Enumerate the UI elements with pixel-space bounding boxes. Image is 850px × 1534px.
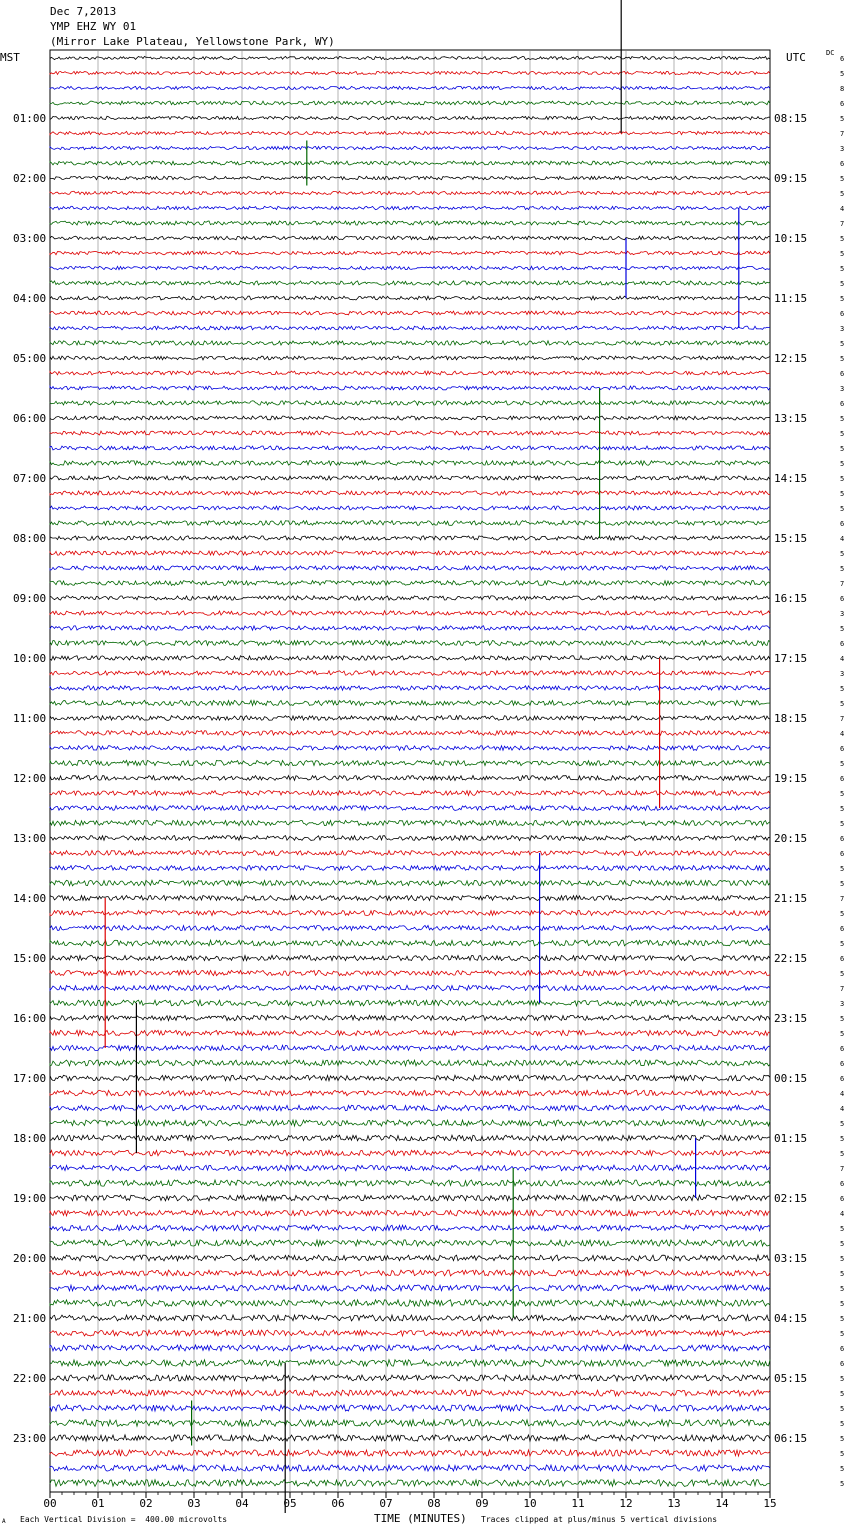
x-tick-label: 01 [91, 1497, 105, 1510]
trace-line [50, 1390, 770, 1396]
trace-line [50, 236, 770, 240]
x-tick-label: 14 [715, 1497, 729, 1510]
utc-hour-label: 18:15 [774, 712, 808, 725]
scale-note: Each Vertical Division = 400.00 microvolts [20, 1515, 228, 1524]
dc-offset-label: 7 [840, 715, 845, 723]
trace-line [50, 131, 770, 134]
trace-line [50, 746, 770, 751]
mst-hour-label: 18:00 [13, 1132, 47, 1145]
trace-line [50, 101, 770, 105]
x-axis-title: TIME (MINUTES) [374, 1512, 467, 1525]
trace-line [50, 1270, 770, 1276]
trace-line [50, 1210, 770, 1216]
x-tick-label: 04 [235, 1497, 249, 1510]
dc-offset-label: 4 [840, 535, 845, 543]
trace-line [50, 491, 770, 495]
x-tick-label: 02 [139, 1497, 153, 1510]
trace-line [50, 776, 770, 781]
dc-offset-label: 5 [840, 1225, 845, 1233]
utc-hour-label: 00:15 [774, 1072, 808, 1085]
utc-hour-label: 14:15 [774, 472, 808, 485]
utc-hour-label: 13:15 [774, 412, 808, 425]
dc-offset-label: 3 [840, 385, 845, 393]
utc-hour-label: 01:15 [774, 1132, 808, 1145]
dc-offset-label: 6 [840, 1195, 845, 1203]
mst-hour-label: 23:00 [13, 1432, 47, 1445]
trace-line [50, 851, 770, 856]
dc-offset-label: 5 [840, 1150, 845, 1158]
dc-offset-label: 5 [840, 1300, 845, 1308]
mst-hour-label: 08:00 [13, 532, 47, 545]
trace-line [50, 1090, 770, 1095]
trace-line [50, 760, 770, 765]
utc-hour-label: 19:15 [774, 772, 808, 785]
mst-hour-label: 19:00 [13, 1192, 47, 1205]
right-timezone-label: UTC [786, 51, 806, 64]
trace-line [50, 1405, 770, 1411]
trace-line [50, 431, 770, 435]
dc-offset-label: 4 [840, 730, 845, 738]
trace-line [50, 641, 770, 646]
dc-offset-label: 4 [840, 205, 845, 213]
trace-line [50, 1060, 770, 1066]
mst-hour-label: 03:00 [13, 232, 47, 245]
trace-line [50, 896, 770, 901]
mst-hour-label: 11:00 [13, 712, 47, 725]
dc-offset-label: 5 [840, 865, 845, 873]
trace-line [50, 1420, 770, 1427]
utc-hour-label: 09:15 [774, 172, 808, 185]
trace-line [50, 1150, 770, 1156]
dc-offset-label: 5 [840, 1450, 845, 1458]
dc-offset-label: 5 [840, 820, 845, 828]
dc-offset-label: 5 [840, 1015, 845, 1023]
dc-offset-label: 6 [840, 520, 845, 528]
dc-offset-label: 5 [840, 1135, 845, 1143]
trace-line [50, 820, 770, 825]
x-tick-label: 12 [619, 1497, 633, 1510]
trace-line [50, 1300, 770, 1306]
dc-offset-label: 7 [840, 895, 845, 903]
utc-hour-label: 23:15 [774, 1012, 808, 1025]
dc-offset-label: 6 [840, 955, 845, 963]
dc-offset-label: 5 [840, 340, 845, 348]
dc-offset-label: 5 [840, 700, 845, 708]
trace-line [50, 1120, 770, 1126]
trace-line [50, 191, 770, 194]
utc-hour-label: 22:15 [774, 952, 808, 965]
dc-offset-label: 6 [840, 160, 845, 168]
mst-hour-label: 07:00 [13, 472, 47, 485]
header-line-3: (Mirror Lake Plateau, Yellowstone Park, WY) [50, 35, 335, 48]
trace-line [50, 311, 770, 315]
left-timezone-label: MST [0, 51, 20, 64]
dc-offset-label: 5 [840, 1405, 845, 1413]
trace-line [50, 71, 770, 74]
trace-line [50, 866, 770, 871]
dc-offset-label: 5 [840, 550, 845, 558]
dc-offset-label: 5 [840, 1420, 845, 1428]
dc-offset-label: 5 [840, 1435, 845, 1443]
trace-line [50, 940, 770, 946]
dc-offset-label: 5 [840, 70, 845, 78]
utc-hour-label: 16:15 [774, 592, 808, 605]
trace-line [50, 1255, 770, 1261]
dc-offset-label: 6 [840, 595, 845, 603]
utc-hour-label: 08:15 [774, 112, 808, 125]
utc-hour-label: 17:15 [774, 652, 808, 665]
trace-line [50, 1285, 770, 1291]
mst-hour-label: 04:00 [13, 292, 47, 305]
dc-offset-label: 3 [840, 670, 845, 678]
dc-offset-label: 5 [840, 460, 845, 468]
trace-line [50, 1360, 770, 1367]
dc-offset-label: 5 [840, 1375, 845, 1383]
dc-offset-label: 5 [840, 1480, 845, 1488]
trace-line [50, 86, 770, 89]
dc-offset-label: 5 [840, 115, 845, 123]
dc-offset-label: 5 [840, 430, 845, 438]
trace-line [50, 566, 770, 570]
trace-line [50, 251, 770, 255]
trace-line [50, 1015, 770, 1020]
dc-offset-label: 6 [840, 1360, 845, 1368]
trace-line [50, 686, 770, 691]
mst-hour-label: 16:00 [13, 1012, 47, 1025]
trace-line [50, 116, 770, 119]
trace-line [50, 1480, 770, 1487]
mst-hour-label: 12:00 [13, 772, 47, 785]
dc-offset-label: 5 [840, 475, 845, 483]
dc-offset-label: 5 [840, 940, 845, 948]
x-tick-label: 11 [571, 1497, 585, 1510]
trace-line [50, 371, 770, 375]
trace-line [50, 551, 770, 555]
traces [50, 0, 770, 1513]
mst-hour-label: 20:00 [13, 1252, 47, 1265]
trace-line [50, 1225, 770, 1231]
x-tick-label: 15 [763, 1497, 777, 1510]
trace-line [50, 970, 770, 975]
dc-offset-label: 5 [840, 1465, 845, 1473]
dc-offset-label: 6 [840, 400, 845, 408]
dc-offset-label: 5 [840, 1315, 845, 1323]
mst-hour-label: 01:00 [13, 112, 47, 125]
dc-offset-label: 4 [840, 1105, 845, 1113]
dc-offset-label: 7 [840, 220, 845, 228]
dc-offset-label: 5 [840, 760, 845, 768]
x-tick-label: 03 [187, 1497, 201, 1510]
trace-line [50, 731, 770, 736]
dc-offset-label: 7 [840, 580, 845, 588]
dc-offset-label: 5 [840, 1120, 845, 1128]
trace-line [50, 206, 770, 209]
dc-offset-label: 7 [840, 985, 845, 993]
trace-line [50, 1075, 770, 1080]
trace-line [50, 716, 770, 721]
dc-offset-label: 6 [840, 1345, 845, 1353]
mst-hour-label: 21:00 [13, 1312, 47, 1325]
dc-offset-label: 5 [840, 445, 845, 453]
trace-line [50, 416, 770, 420]
dc-offset-label: 6 [840, 370, 845, 378]
utc-hour-label: 21:15 [774, 892, 808, 905]
dc-offset-label: 5 [840, 235, 845, 243]
utc-hour-label: 15:15 [774, 532, 808, 545]
trace-line [50, 611, 770, 615]
trace-line [50, 176, 770, 179]
trace-line [50, 461, 770, 466]
trace-line [50, 161, 770, 165]
dc-offset-label: 6 [840, 310, 845, 318]
trace-line [50, 1435, 770, 1441]
trace-line [50, 1105, 770, 1110]
mst-hour-label: 13:00 [13, 832, 47, 845]
dc-offset-label: 5 [840, 190, 845, 198]
trace-line [50, 386, 770, 390]
mst-hour-label: 06:00 [13, 412, 47, 425]
dc-offset-label: 5 [840, 1240, 845, 1248]
dc-offset-label: 5 [840, 355, 845, 363]
trace-line [50, 221, 770, 225]
mst-hour-label: 02:00 [13, 172, 47, 185]
utc-hour-label: 04:15 [774, 1312, 808, 1325]
utc-hour-label: 02:15 [774, 1192, 808, 1205]
dc-offset-label: 5 [840, 685, 845, 693]
dc-offset-label: 5 [840, 175, 845, 183]
trace-line [50, 581, 770, 586]
trace-line [50, 926, 770, 931]
dc-offset-label: 5 [840, 1330, 845, 1338]
trace-line [50, 1165, 770, 1171]
mst-hour-label: 14:00 [13, 892, 47, 905]
dc-offset-label: 5 [840, 805, 845, 813]
dc-offset-label: 6 [840, 1045, 845, 1053]
trace-line [50, 806, 770, 811]
dc-offset-label: 5 [840, 1255, 845, 1263]
dc-offset-label: 6 [840, 1180, 845, 1188]
mst-hour-label: 22:00 [13, 1372, 47, 1385]
dc-offset-label: 5 [840, 1270, 845, 1278]
trace-line [50, 341, 770, 345]
x-tick-label: 07 [379, 1497, 393, 1510]
trace-line [50, 521, 770, 526]
trace-line [50, 476, 770, 480]
utc-hour-label: 03:15 [774, 1252, 808, 1265]
mst-hour-label: 09:00 [13, 592, 47, 605]
dc-offset-label: 6 [840, 745, 845, 753]
header-line-1: Dec 7,2013 [50, 5, 117, 18]
utc-hour-label: 10:15 [774, 232, 808, 245]
utc-hour-label: 12:15 [774, 352, 808, 365]
utc-hour-label: 06:15 [774, 1432, 808, 1445]
trace-line [50, 911, 770, 916]
trace-line [50, 446, 770, 450]
trace-line [50, 56, 770, 59]
trace-line [50, 700, 770, 705]
dc-label: DC [826, 49, 835, 57]
trace-line [50, 1135, 770, 1141]
trace-line [50, 1345, 770, 1351]
utc-hour-label: 11:15 [774, 292, 808, 305]
dc-offset-label: 4 [840, 1210, 845, 1218]
dc-offset-label: 5 [840, 490, 845, 498]
trace-line [50, 671, 770, 676]
dc-offset-label: 5 [840, 1030, 845, 1038]
dc-offset-label: 4 [840, 655, 845, 663]
mst-hour-label: 17:00 [13, 1072, 47, 1085]
x-tick-label: 06 [331, 1497, 345, 1510]
dc-offset-label: 5 [840, 1390, 845, 1398]
x-tick-label: 05 [283, 1497, 297, 1510]
dc-offset-label: 5 [840, 280, 845, 288]
dc-offset-label: 8 [840, 85, 845, 93]
mst-hour-label: 10:00 [13, 652, 47, 665]
trace-line [50, 1180, 770, 1186]
axis-labels [13, 55, 844, 1510]
dc-offset-label: 5 [840, 790, 845, 798]
dc-offset-label: 5 [840, 415, 845, 423]
trace-line [50, 656, 770, 661]
trace-line [50, 955, 770, 960]
trace-line [50, 836, 770, 841]
dc-offset-label: 6 [840, 850, 845, 858]
x-tick-label: 09 [475, 1497, 489, 1510]
trace-line [50, 1315, 770, 1321]
trace-line [50, 326, 770, 330]
trace-line [50, 401, 770, 405]
x-tick-label: 00 [43, 1497, 57, 1510]
dc-offset-label: 5 [840, 505, 845, 513]
dc-offset-label: 3 [840, 145, 845, 153]
trace-line [50, 985, 770, 990]
dc-offset-label: 6 [840, 925, 845, 933]
trace-line [50, 1240, 770, 1246]
trace-line [50, 506, 770, 510]
trace-line [50, 1465, 770, 1471]
dc-offset-label: 6 [840, 100, 845, 108]
trace-line [50, 1375, 770, 1381]
x-tick-label: 08 [427, 1497, 441, 1510]
trace-line [50, 1000, 770, 1006]
trace-line [50, 296, 770, 300]
trace-line [50, 626, 770, 630]
dc-offset-label: 6 [840, 775, 845, 783]
dc-offset-label: 3 [840, 1000, 845, 1008]
utc-hour-label: 20:15 [774, 832, 808, 845]
corner-mark: A [2, 1518, 6, 1525]
trace-line [50, 356, 770, 360]
clip-note: Traces clipped at plus/minus 5 vertical divisions [481, 1515, 718, 1524]
header-line-2: YMP EHZ WY 01 [50, 20, 137, 33]
dc-offset-label: 7 [840, 130, 845, 138]
dc-offset-label: 5 [840, 265, 845, 273]
dc-offset-label: 6 [840, 835, 845, 843]
trace-line [50, 1045, 770, 1050]
dc-offset-label: 5 [840, 295, 845, 303]
trace-line [50, 596, 770, 600]
dc-offset-label: 6 [840, 55, 845, 63]
dc-offset-label: 5 [840, 250, 845, 258]
dc-offset-label: 5 [840, 880, 845, 888]
trace-line [50, 146, 770, 149]
dc-offset-label: 6 [840, 1060, 845, 1068]
x-tick-label: 13 [667, 1497, 681, 1510]
dc-offset-label: 4 [840, 1090, 845, 1098]
trace-line [50, 536, 770, 540]
mst-hour-label: 05:00 [13, 352, 47, 365]
trace-line [50, 266, 770, 270]
dc-offset-label: 6 [840, 640, 845, 648]
dc-offset-label: 5 [840, 910, 845, 918]
dc-offset-label: 3 [840, 610, 845, 618]
trace-line [50, 1030, 770, 1035]
dc-offset-label: 5 [840, 565, 845, 573]
trace-line [50, 791, 770, 796]
dc-offset-label: 6 [840, 1075, 845, 1083]
trace-line [50, 880, 770, 886]
trace-line [50, 1330, 770, 1336]
x-tick-label: 10 [523, 1497, 537, 1510]
trace-line [50, 1450, 770, 1456]
dc-offset-label: 5 [840, 970, 845, 978]
dc-offset-label: 7 [840, 1165, 845, 1173]
utc-hour-label: 05:15 [774, 1372, 808, 1385]
trace-line [50, 281, 770, 285]
dc-offset-label: 5 [840, 625, 845, 633]
trace-line [50, 1195, 770, 1201]
mst-hour-label: 15:00 [13, 952, 47, 965]
dc-offset-label: 5 [840, 1285, 845, 1293]
dc-offset-label: 3 [840, 325, 845, 333]
